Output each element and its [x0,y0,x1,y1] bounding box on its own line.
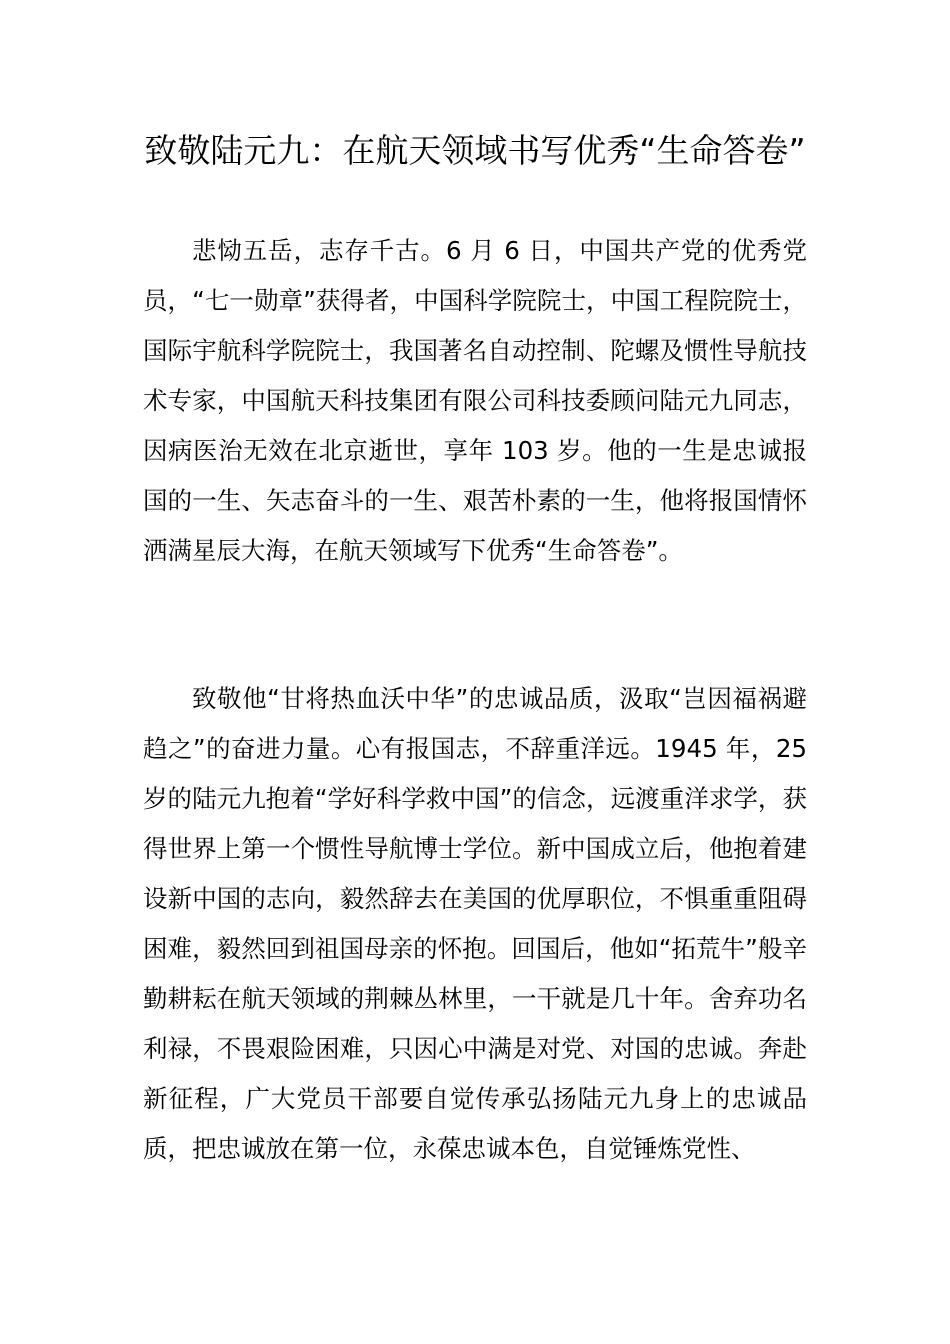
document-title: 致敬陆元九：在航天领域书写优秀“生命答卷” [144,131,806,170]
paragraph-2: 致敬他“甘将热血沃中华”的忠诚品质，汲取“岂因福祸避趋之”的奋进力量。心有报国志，不辞重洋远。1945 年，25 岁的陆元九抱着“学好科学救中国”的信念，远渡重洋求学，获得世界上第一个惯性导航博士学位。新中国成立后，他抱着建设新中国的志向，毅然辞去在美国的优厚职位，不惧重重阻碍困难，毅然回到祖国母亲的怀抱。回国后，他如“拓荒牛”般辛勤耕耘在航天领域的荆棘丛林里，一干就是几十年。舍弃功名利禄，不畏艰险困难，只因心中满是对党、对国的忠诚。奔赴新征程，广大党员干部要自觉传承弘扬陆元九身上的忠诚品质，把忠诚放在第一位，永葆忠诚本色，自觉锤炼党性、 [143,684,807,1163]
paragraph-1: 悲恸五岳，志存千古。6 月 6 日，中国共产党的优秀党员，“七一勋章”获得者，中国科学院院士，中国工程院院士，国际宇航科学院院士，我国著名自动控制、陀螺及惯性导航技术专家，中国航天科技集团有限公司科技委顾问陆元九同志，因病医治无效在北京逝世，享年 103 岁。他的一生是忠诚报国的一生、矢志奋斗的一生、艰苦朴素的一生，他将报国情怀洒满星辰大海，在航天领域写下优秀“生命答卷”。 [143,236,807,565]
